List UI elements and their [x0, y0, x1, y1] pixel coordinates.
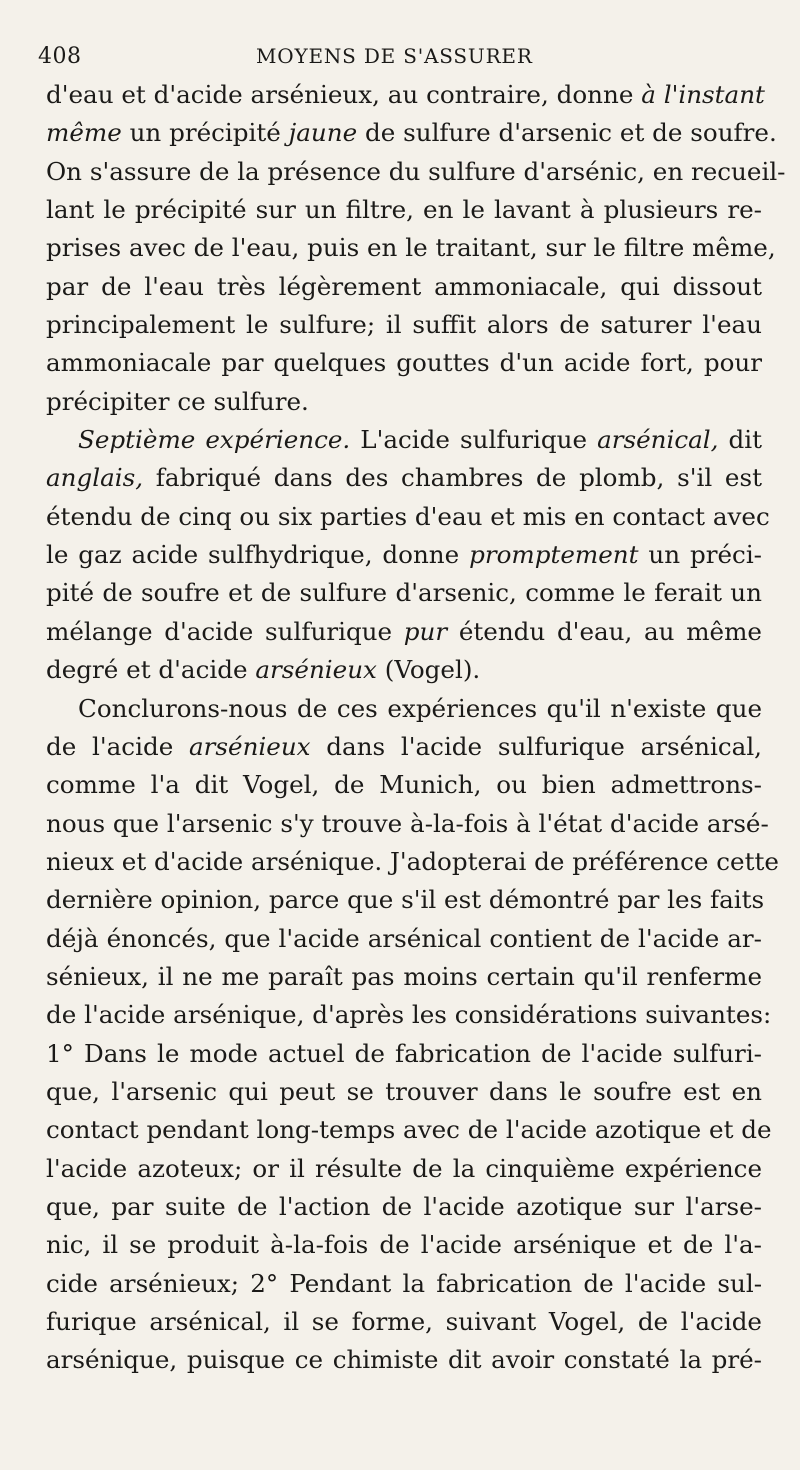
text-line [46, 268, 762, 306]
text-line [46, 996, 772, 1034]
text-line [46, 651, 762, 689]
text-run: arsénique, puisque ce chimiste dit avoir constaté la pré- [46, 1345, 762, 1375]
page-number: 408 [38, 44, 82, 69]
text-run: mélange d'acide sulfurique [46, 616, 404, 646]
italic-run: Septième expérience. [78, 425, 351, 455]
text-line [46, 881, 765, 919]
text-run: cide arsénieux; 2° Pendant la fabrication de l'acide sul- [46, 1268, 762, 1298]
text-run: que, par suite de l'action de l'acide azotique sur l'arse- [46, 1191, 762, 1221]
text-line [46, 1035, 762, 1073]
text-line [46, 1303, 762, 1341]
text-run: (Vogel). [376, 655, 481, 685]
text-line [46, 536, 762, 574]
text-line [46, 690, 762, 728]
text-line [46, 1111, 772, 1149]
text-run: d'eau et d'acide arsénieux, au contraire, donne [46, 80, 642, 109]
text-line [46, 805, 769, 843]
text-line [46, 344, 762, 382]
text-line [46, 574, 762, 612]
text-run: pité de soufre et de sulfure d'arsenic, comme le ferait un [46, 578, 762, 608]
body-text [46, 76, 786, 1380]
text-run: de l'acide [46, 731, 189, 761]
text-run: l'acide azoteux; or il résulte de la cinquième expérience [46, 1153, 762, 1183]
text-line [46, 843, 779, 881]
text-run: On s'assure de la présence du sulfure d'arsénic, en recueil- [46, 156, 786, 186]
text-line [46, 766, 762, 804]
text-run: prises avec de l'eau, puis en le traitant, sur le filtre même, [46, 233, 776, 263]
text-run: dans l'acide sulfurique arsénical, [310, 731, 762, 761]
text-run: dernière opinion, parce que s'il est démontré par les faits [46, 885, 765, 915]
text-run: de l'acide arsénique, d'après les considérations suivantes: [46, 1000, 772, 1030]
text-line [46, 1341, 762, 1379]
text-run: degré et d'acide [46, 655, 256, 685]
text-run: dit [718, 425, 763, 455]
text-run: précipiter ce sulfure. [46, 386, 309, 416]
italic-run: arsénieux [188, 731, 311, 761]
text-line [46, 1073, 762, 1111]
text-run: étendu d'eau, au même [447, 616, 762, 646]
text-run: un précipité [121, 118, 289, 148]
text-run: principalement le sulfure; il suffit alors de saturer l'eau [46, 310, 762, 340]
italic-run: à l'instant [641, 80, 765, 109]
running-head: MOYENS DE S'ASSURER [256, 44, 533, 68]
text-run: 1° Dans le mode actuel de fabrication de l'acide sulfuri- [46, 1038, 762, 1068]
text-line [46, 613, 762, 651]
text-run: de sulfure d'arsenic et de soufre. [357, 118, 777, 148]
text-line [46, 459, 762, 497]
text-run: que, l'arsenic qui peut se trouver dans le soufre est en [46, 1076, 762, 1106]
text-line [46, 1188, 762, 1226]
text-run: nic, il se produit à-la-fois de l'acide arsénique et de l'a- [46, 1230, 762, 1260]
text-run: comme l'a dit Vogel, de Munich, ou bien admettrons- [46, 770, 762, 800]
text-line [46, 958, 762, 996]
text-run: L'acide sulfurique [350, 425, 598, 455]
text-line [46, 383, 762, 421]
italic-run: même [46, 118, 122, 148]
text-run: contact pendant long-temps avec de l'acide azotique et de [46, 1115, 772, 1145]
text-line [46, 191, 762, 229]
text-line [46, 920, 762, 958]
text-run: furique arsénical, il se forme, suivant Vogel, de l'acide [46, 1307, 762, 1336]
text-run: Conclurons-nous de ces expériences qu'il n'existe que [78, 693, 762, 723]
text-run: nous que l'arsenic s'y trouve à-la-fois à l'état d'acide arsé- [46, 808, 769, 838]
text-run: le gaz acide sulfhydrique, donne [46, 540, 470, 570]
text-line [46, 498, 770, 536]
text-run: ammoniacale par quelques gouttes d'un acide fort, pour [46, 348, 762, 378]
italic-run: pur [403, 616, 448, 646]
text-run: fabriqué dans des chambres de plomb, s'il est [143, 463, 762, 493]
text-run: par de l'eau très légèrement ammoniacale, qui dissout [46, 271, 762, 301]
text-run: lant le précipité sur un filtre, en le lavant à plusieurs re- [46, 195, 762, 225]
italic-run: arsénical, [597, 425, 719, 455]
text-line [46, 229, 776, 267]
text-line [46, 421, 762, 459]
italic-run: promptement [469, 540, 639, 570]
text-run: un préci- [638, 540, 762, 570]
text-run: sénieux, il ne me paraît pas moins certain qu'il renferme [46, 961, 762, 991]
text-line [46, 153, 786, 191]
text-line [46, 1226, 762, 1264]
text-run: étendu de cinq ou six parties d'eau et mis en contact avec [46, 501, 770, 531]
text-line [46, 728, 762, 766]
text-line [46, 76, 765, 114]
italic-run: jaune [288, 118, 358, 148]
text-run: nieux et d'acide arsénique. J'adopterai de préférence cette [46, 846, 779, 876]
text-line [46, 306, 762, 344]
italic-run: arsénieux [255, 655, 377, 685]
page-header [38, 34, 762, 76]
text-line [46, 1150, 762, 1188]
text-line [46, 1265, 762, 1303]
text-run: déjà énoncés, que l'acide arsénical contient de l'acide ar- [46, 923, 762, 953]
italic-run: anglais, [46, 463, 144, 493]
text-line [46, 114, 777, 152]
